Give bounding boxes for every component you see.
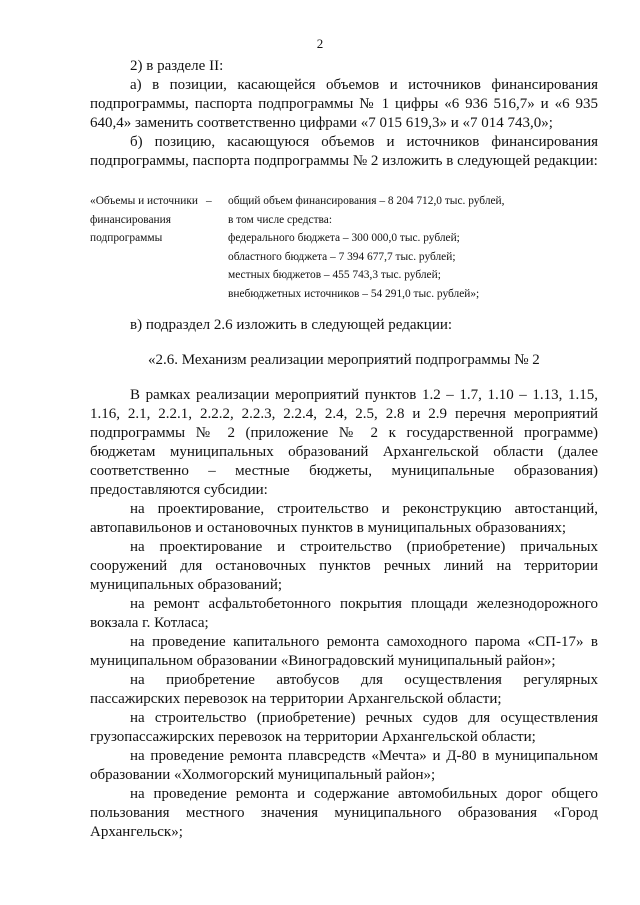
subsidy-item: на проведение ремонта и содержание автомобильных дорог общего пользования местного значения муниципального образования «Город Архангельск»; <box>90 785 598 840</box>
passport-line-extrabudgetary: внебюджетных источников – 54 291,0 тыс. рублей»; <box>228 287 480 300</box>
passport-line-including: в том числе средства: <box>228 213 332 226</box>
passport-line-regional: областного бюджета – 7 394 677,7 тыс. рублей; <box>228 250 456 263</box>
section-body <box>90 386 598 842</box>
passport-line-local: местных бюджетов – 455 743,3 тыс. рублей; <box>228 269 441 282</box>
subsidy-item: на проведение капитального ремонта самоходного парома «СП-17» в муниципальном образовании «Виноградовский муниципальный район»; <box>90 633 598 669</box>
passport-values <box>228 192 598 304</box>
amendment-item-v: в) подраздел 2.6 изложить в следующей редакции: <box>130 316 453 333</box>
section-heading: «2.6. Механизм реализации мероприятий подпрограммы № 2 <box>148 351 540 368</box>
subsidy-item: на проведение ремонта плавсредств «Мечта» и Д-80 в муниципальном образовании «Холмогорский муниципальный район»; <box>90 747 598 783</box>
subsidy-item: на приобретение автобусов для осуществления регулярных пассажирских перевозок на территории Архангельской области; <box>90 671 598 707</box>
passport-label: «Объемы и источники финансирования подпрограммы <box>90 195 198 245</box>
document-body <box>90 57 598 842</box>
amendment-item-a: а) в позиции, касающейся объемов и источников финансирования подпрограммы, паспорта подпрограммы № 1 цифры «6 936 516,7» и «6 935 640,4» заменить соответственно цифрами «7 015 619,3» и «7 014 743,0»; <box>90 77 598 131</box>
subsidy-item: на строительство (приобретение) речных судов для осуществления грузопассажирских перевозок на территории Архангельской области; <box>90 709 598 745</box>
amendment-item-2: 2) в разделе II: <box>130 58 224 74</box>
passport-line-federal: федерального бюджета – 300 000,0 тыс. рублей; <box>228 232 460 245</box>
passport-line-total: общий объем финансирования – 8 204 712,0 тыс. рублей, <box>228 195 505 207</box>
passport-financing-block <box>90 192 598 304</box>
subsidy-item: на проектирование и строительство (приобретение) причальных сооружений для остановочных пунктов речных линий на территории муниципальных образований; <box>90 538 598 593</box>
subsidy-item: на проектирование, строительство и реконструкцию автостанций, автопавильонов и остановочных пунктов в муниципальных образованиях; <box>90 500 598 536</box>
subsidy-item: на ремонт асфальтобетонного покрытия площади железнодорожного вокзала г. Котласа; <box>90 595 598 631</box>
section-intro: В рамках реализации мероприятий пунктов 1.2 – 1.7, 1.10 – 1.13, 1.15, 1.16, 2.1, 2.2.1, 2.2.2, 2.2.3, 2.2.4, 2.4, 2.5, 2.8 и 2.9 перечня мероприятий подпрограммы № 2 (приложение № 2 к государственной программе) бюджетам муниципальных образований Архангельской области (далее соответственно – местные бюджеты, муниципальные образования) предоставляются субсидии: <box>90 386 598 498</box>
amendment-item-b: б) позицию, касающуюся объемов и источников финансирования подпрограммы, паспорта подпрограммы № 2 изложить в следующей редакции: <box>90 134 598 169</box>
passport-dash: – <box>206 195 212 207</box>
page-number: 2 <box>316 36 324 51</box>
